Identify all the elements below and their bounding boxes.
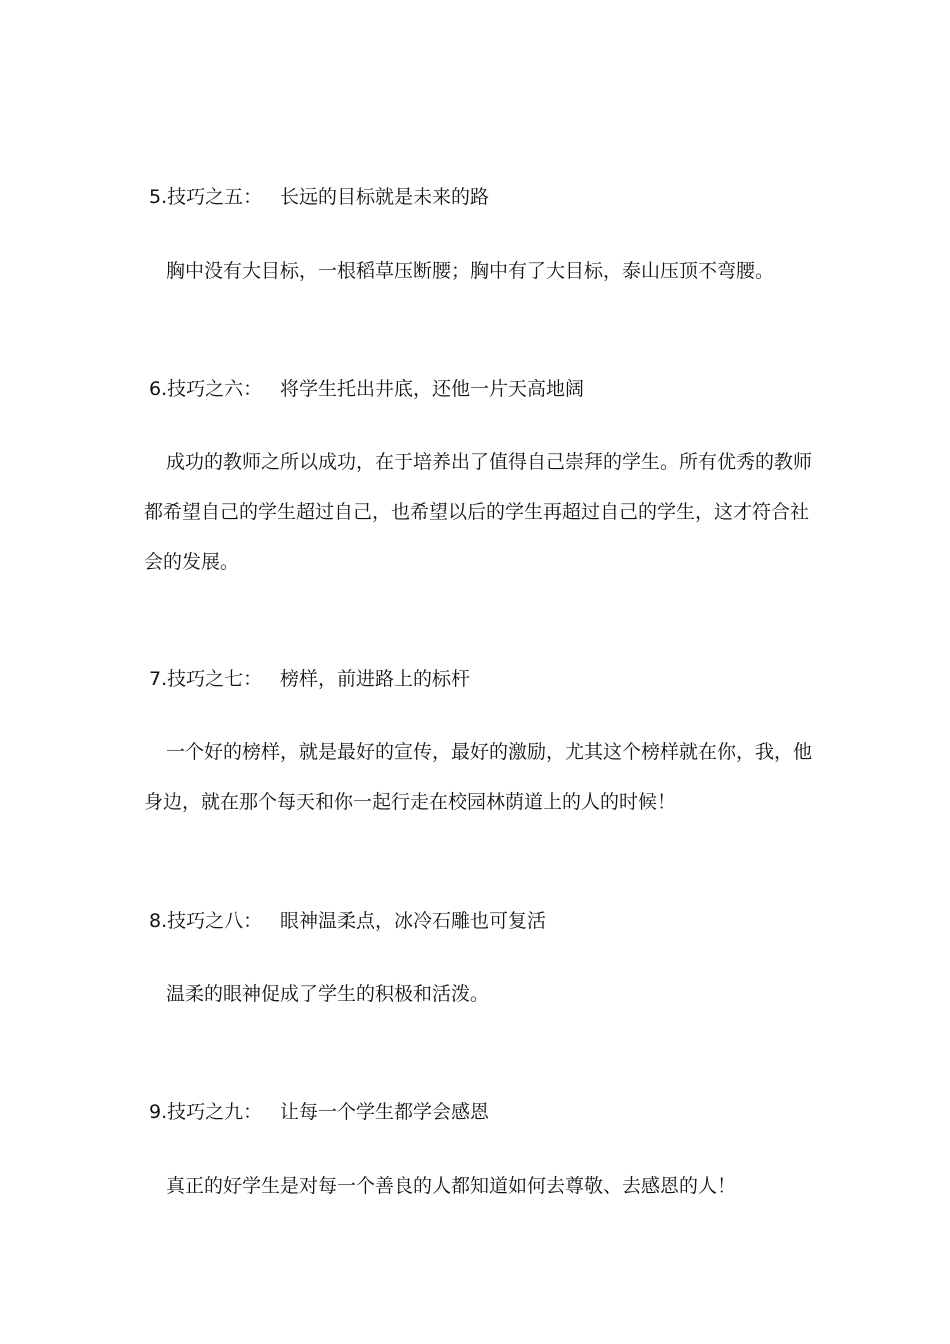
section-title: 眼神温柔点，冰冷石雕也可复活 (280, 910, 547, 932)
section-number: 5.技巧之五： (149, 186, 263, 208)
section-title: 榜样，前进路上的标杆 (280, 668, 471, 690)
section-heading (149, 377, 584, 401)
section-heading (149, 185, 489, 209)
section-paragraph: 温柔的眼神促成了学生的积极和活泼。 (166, 983, 490, 1005)
section-number: 9.技巧之九： (149, 1101, 263, 1123)
section-paragraph: 一个好的榜样，就是最好的宣传，最好的激励，尤其这个榜样就在你，我，他身边，就在那个每天和你一起行走在校园林荫道上的人的时候！ (144, 741, 813, 813)
section-heading (149, 909, 546, 933)
section-number: 8.技巧之八： (149, 910, 263, 932)
section-title: 长远的目标就是未来的路 (280, 186, 490, 208)
section-title: 让每一个学生都学会感恩 (280, 1101, 490, 1123)
section-number: 6.技巧之六： (149, 378, 263, 400)
section-title: 将学生托出井底，还他一片天高地阔 (280, 378, 585, 400)
section-paragraph: 成功的教师之所以成功，在于培养出了值得自己崇拜的学生。所有优秀的教师都希望自己的学生超过自己，也希望以后的学生再超过自己的学生，这才符合社会的发展。 (144, 451, 813, 573)
section-paragraph: 真正的好学生是对每一个善良的人都知道如何去尊敬、去感恩的人！ (166, 1175, 737, 1197)
section-heading (149, 1100, 489, 1124)
section-number: 7.技巧之七： (149, 668, 263, 690)
section-heading (149, 667, 470, 691)
section-paragraph: 胸中没有大目标，一根稻草压断腰；胸中有了大目标，泰山压顶不弯腰。 (166, 260, 775, 282)
